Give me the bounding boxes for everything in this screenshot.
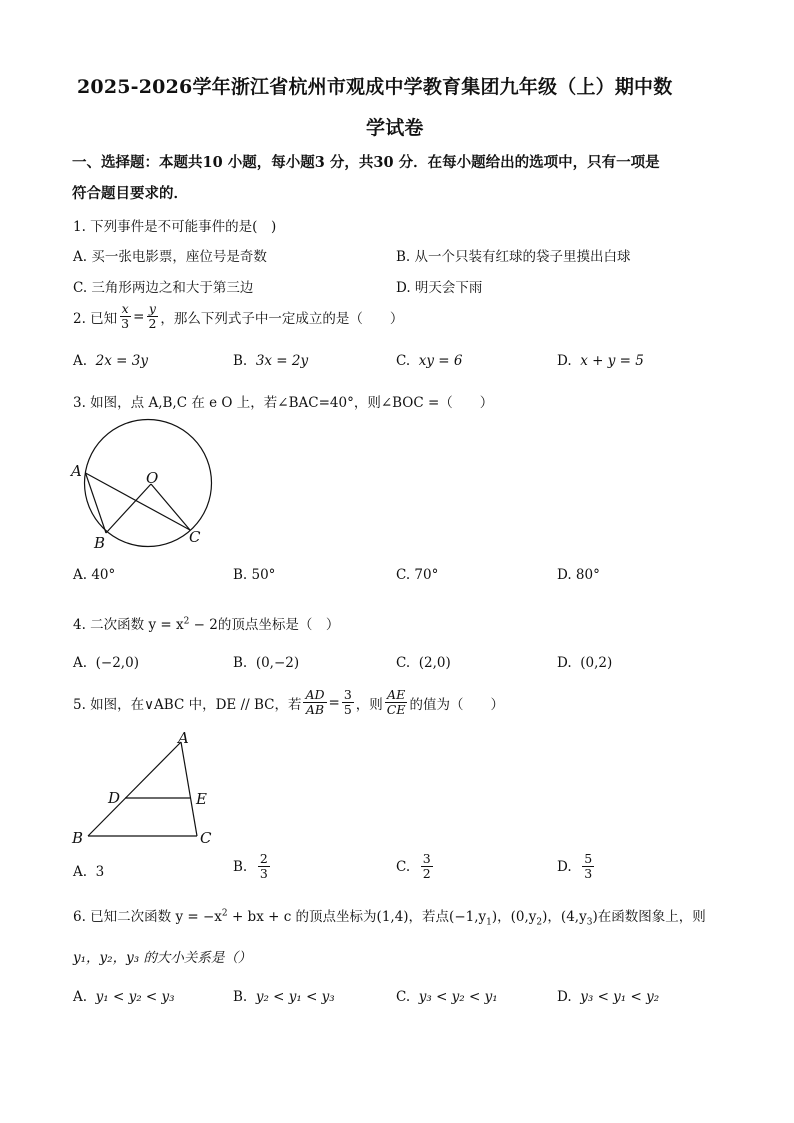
question-3-option-d: D. 80° [557,567,600,583]
question-6-stem-line1 [73,905,706,928]
option-fraction [421,852,433,881]
question-3-circle-figure [66,418,218,552]
option-label: D. [557,858,572,875]
question-4-prefix: 4. 二次函数 y = x [73,617,184,633]
option-fraction [258,852,270,881]
option-label: D. [557,655,572,671]
fraction-numerator: 3 [422,851,431,866]
stem-part: 6. 已知二次函数 y = −x [73,909,222,925]
segment-ob [106,484,151,533]
option-value: x + y = 5 [580,353,644,369]
question-4-option-d [557,655,612,671]
question-5-option-d [557,852,596,881]
option-label: D. [557,989,572,1005]
question-2-option-c [396,353,462,369]
stem-part: )，(4,y [542,909,587,925]
segment-ab [88,742,181,836]
point-label-a: A [178,729,189,747]
question-2-prefix: 2. 已知 [73,310,118,327]
fraction-numerator: AD [305,687,325,702]
segment-ac [86,473,191,530]
option-label: B. [233,989,248,1005]
point-label-c: C [189,528,201,546]
exponent: 2 [221,908,228,919]
question-5-fraction-ad-ab [303,688,326,717]
question-4-suffix: − 2的顶点坐标是（ ） [189,617,340,633]
question-2-option-b [233,353,308,369]
question-2-suffix: ，那么下列式子中一定成立的是（ ） [160,310,404,327]
fraction-denominator: CE [386,702,406,717]
option-label: B. [233,858,248,875]
stem-part: + bx + c 的顶点坐标为(1,4)，若点(−1,y [227,909,487,925]
option-value: 2x = 3y [95,353,148,369]
equals-sign: = [328,694,340,711]
section-heading-line2: 符合题目要求的． [72,185,188,202]
segment-oc [151,484,190,530]
option-label: B. [233,353,248,369]
question-5-fraction-ae-ce [385,688,408,717]
question-5-mid: ，则 [355,696,383,713]
option-value: y₃ < y₂ < y₁ [418,989,498,1005]
fraction-denominator: AB [305,702,325,717]
question-4-stem [73,613,339,633]
option-fraction [582,852,594,881]
question-5-stem [73,688,504,717]
fraction-numerator: 2 [259,851,268,866]
option-label: C. [396,655,411,671]
question-1-option-c: C. 三角形两边之和大于第三边 [73,280,254,296]
question-1-option-d: D. 明天会下雨 [396,280,483,296]
fraction-numerator: AE [387,687,406,702]
fraction-denominator: 3 [121,316,130,331]
question-4-option-c [396,655,451,671]
option-label: A. [73,989,88,1005]
option-value: (0,2) [580,655,613,671]
option-value: xy = 6 [418,353,463,369]
option-value: (−2,0) [95,655,139,671]
question-6-stem-line2: y₁，y₂，y₃ 的大小关系是（） [73,950,252,966]
question-6-option-b [233,989,335,1005]
option-label: C. [396,858,411,875]
fraction-numerator: y [148,301,156,316]
point-label-d: D [108,789,121,807]
segment-ac [181,742,197,836]
question-1-option-b: B. 从一个只装有红球的袋子里摸出白球 [396,249,631,265]
fraction-numerator: 3 [343,687,352,702]
fraction-denominator: 5 [343,702,352,717]
option-label: B. [233,655,248,671]
point-label-b: B [94,534,106,552]
point-label-a: A [71,462,82,480]
fraction-denominator: 3 [259,866,268,881]
fraction-numerator: 5 [584,851,593,866]
question-4-option-b [233,655,299,671]
question-3-option-c: C. 70° [396,567,439,583]
option-value: (2,0) [418,655,451,671]
option-value: y₁ < y₂ < y₃ [95,989,175,1005]
question-2-option-d [557,353,644,369]
option-label: A. [73,353,88,369]
option-label: A. [73,864,88,880]
option-label: C. [396,989,411,1005]
question-5-triangle-figure [66,726,226,852]
fraction-denominator: 3 [584,866,593,881]
equals-sign: = [133,308,145,325]
question-6-option-a [73,989,175,1005]
point-label-c: C [200,829,212,847]
question-1-stem: 1. 下列事件是不可能事件的是( ) [73,219,277,235]
option-label: C. [396,353,411,369]
point-label-o: O [146,469,159,487]
question-5-option-a [73,864,104,880]
question-5-option-c [396,852,435,881]
question-3-option-a: A. 40° [73,567,116,583]
subscript: 3 [586,917,593,928]
exponent: 2 [183,616,190,627]
page-title-line1: 2025-2026学年浙江省杭州市观成中学教育集团九年级（上）期中数 [77,76,673,98]
option-value: 3x = 2y [255,353,309,369]
page-title-line2: 学试卷 [366,117,424,139]
question-1-option-a: A. 买一张电影票，座位号是奇数 [73,249,267,265]
question-3-stem: 3. 如图，点 A,B,C 在 e O 上，若∠BAC=40°，则∠BOC =（ ） [73,395,494,411]
option-value: y₂ < y₁ < y₃ [255,989,335,1005]
question-4-option-a [73,655,139,671]
option-value: (0,−2) [255,655,300,671]
question-5-option-b [233,852,272,881]
question-3-option-b: B. 50° [233,567,276,583]
fraction-denominator: 2 [422,866,431,881]
question-5-prefix: 5. 如图，在∨ABC 中，DE // BC，若 [73,696,302,713]
question-6-option-d [557,989,659,1005]
question-2-option-a [73,353,148,369]
question-5-fraction-3-5 [342,688,354,717]
option-label: A. [73,655,88,671]
question-6-option-c [396,989,498,1005]
point-label-b: B [72,829,84,847]
option-value: y₃ < y₁ < y₂ [580,989,660,1005]
fraction-numerator: x [121,301,129,316]
option-value: 3 [95,864,105,880]
question-2-fraction-left [119,302,131,331]
stem-part: )在函数图象上，则 [592,909,706,925]
question-2-fraction-right [146,302,158,331]
fraction-denominator: 2 [148,316,157,331]
stem-part: )，(0,y [491,909,537,925]
section-heading-line1: 一、选择题：本题共10 小题，每小题3 分，共30 分．在每小题给出的选项中，只有一项是 [72,154,660,171]
question-2-stem [73,302,403,331]
question-5-suffix: 的值为（ ） [409,696,504,713]
subscript: 2 [536,917,543,928]
option-label: D. [557,353,572,369]
subscript: 1 [486,917,492,928]
point-label-e: E [196,790,207,808]
